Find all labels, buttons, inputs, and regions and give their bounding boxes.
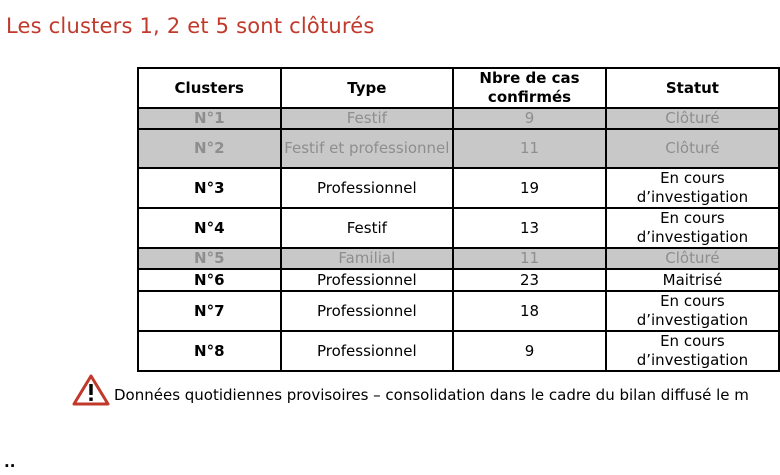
header-cases: Nbre de cas confirmés (453, 68, 606, 108)
cell-type: Festif (281, 208, 454, 248)
cell-cluster: N°3 (138, 168, 281, 208)
cell-status: En cours d’investigation (606, 208, 779, 248)
cell-type: Familial (281, 248, 454, 269)
cell-cluster: N°1 (138, 108, 281, 129)
cell-cases: 9 (453, 108, 606, 129)
header-status: Statut (606, 68, 779, 108)
cell-cases: 13 (453, 208, 606, 248)
table-row (138, 291, 779, 331)
header-type: Type (281, 68, 454, 108)
table-row (138, 331, 779, 371)
cell-type: Professionnel (281, 168, 454, 208)
cell-cluster: N°5 (138, 248, 281, 269)
note-text: Données quotidiennes provisoires – consolidation dans le cadre du bilan diffusé le m (114, 386, 749, 404)
table-row (138, 108, 779, 129)
cell-status: En cours d’investigation (606, 331, 779, 371)
table-row (138, 248, 779, 269)
cell-cases: 23 (453, 269, 606, 291)
table-row (138, 208, 779, 248)
cell-type: Festif (281, 108, 454, 129)
cell-status: Clôturé (606, 108, 779, 129)
cell-cases: 11 (453, 248, 606, 269)
cell-type: Professionnel (281, 291, 454, 331)
header-clusters: Clusters (138, 68, 281, 108)
cell-status: En cours d’investigation (606, 168, 779, 208)
warning-triangle-icon (72, 374, 110, 410)
table-header-row (138, 68, 779, 108)
cell-cluster: N°6 (138, 269, 281, 291)
page-title: Les clusters 1, 2 et 5 sont clôturés (6, 14, 375, 38)
provisional-data-note (72, 374, 749, 410)
cell-cluster: N°8 (138, 331, 281, 371)
table-row (138, 129, 779, 168)
cell-cases: 19 (453, 168, 606, 208)
cell-status: Clôturé (606, 129, 779, 168)
cell-cluster: N°7 (138, 291, 281, 331)
cell-status: Clôturé (606, 248, 779, 269)
cell-cluster: N°4 (138, 208, 281, 248)
cell-cases: 18 (453, 291, 606, 331)
cell-cluster: N°2 (138, 129, 281, 168)
cell-type: Professionnel (281, 331, 454, 371)
cell-status: Maitrisé (606, 269, 779, 291)
cell-type: Festif et professionnel (281, 129, 454, 168)
table-row (138, 168, 779, 208)
clusters-table (137, 67, 780, 372)
cell-cases: 9 (453, 331, 606, 371)
table-row (138, 269, 779, 291)
cell-cases: 11 (453, 129, 606, 168)
cell-status: En cours d’investigation (606, 291, 779, 331)
truncated-text-fragment: ·· (4, 457, 16, 475)
cell-type: Professionnel (281, 269, 454, 291)
